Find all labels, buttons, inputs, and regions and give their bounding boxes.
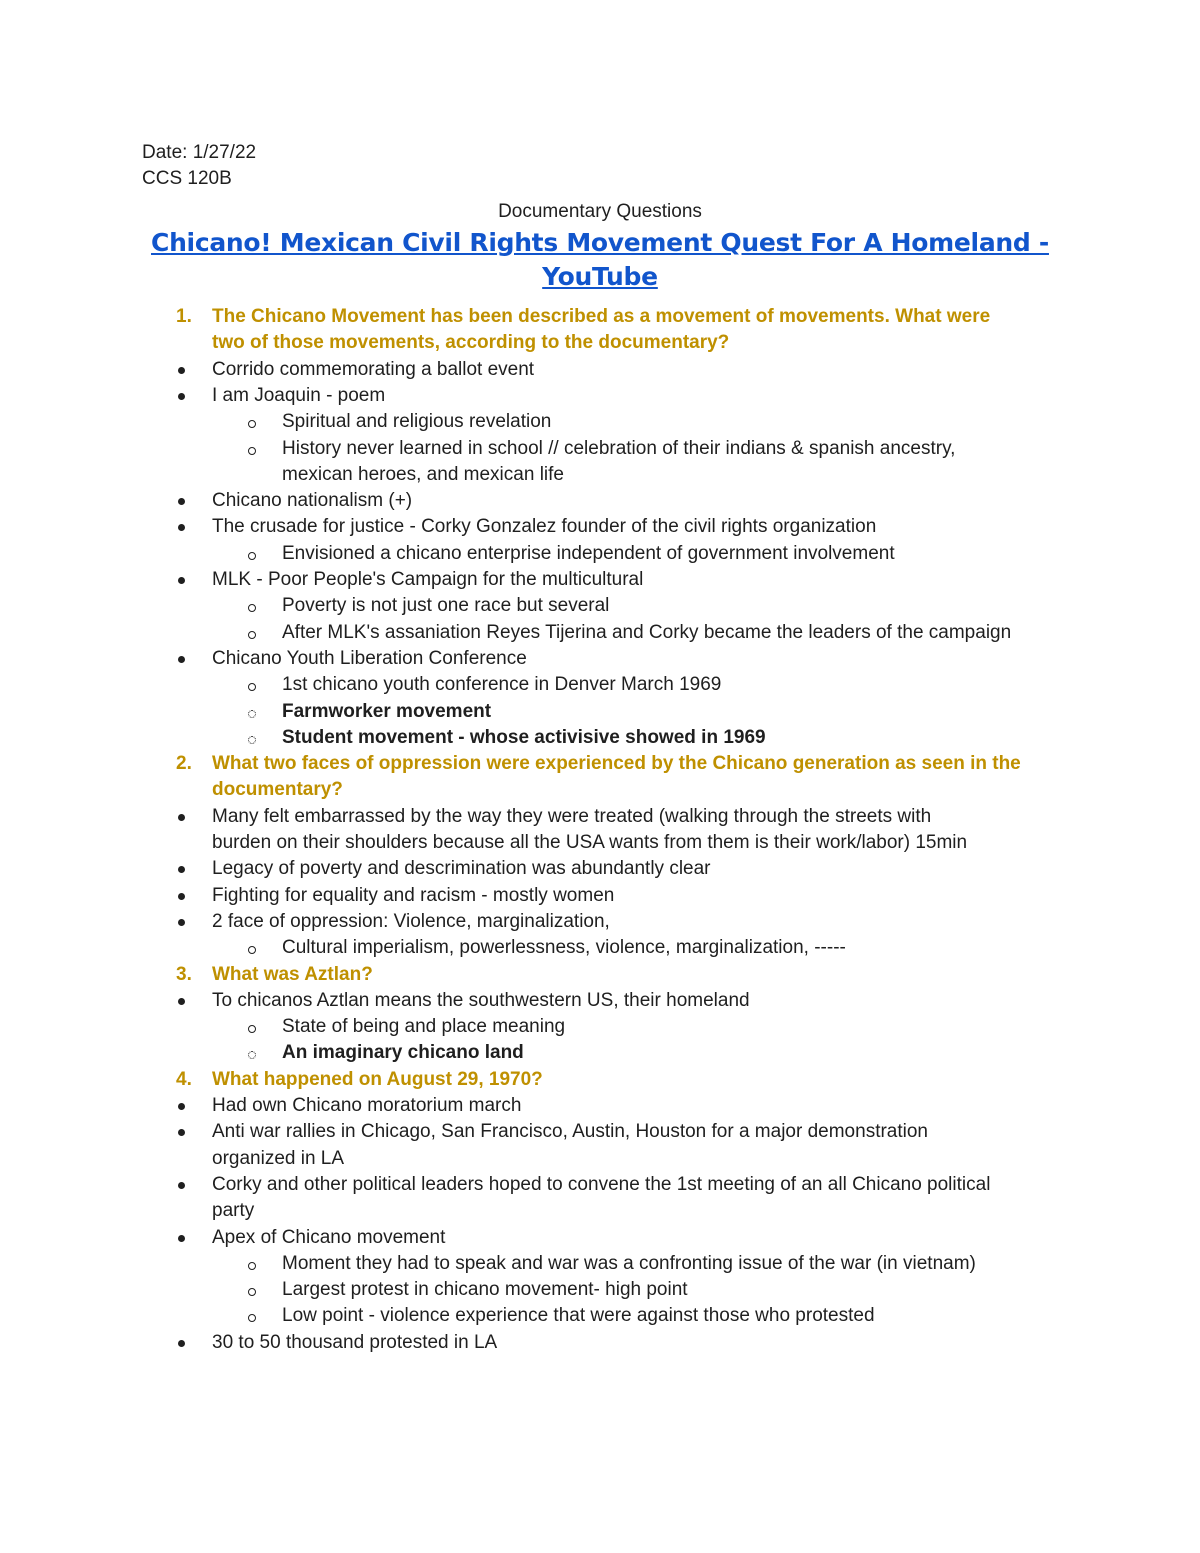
sub-bullet-item xyxy=(142,593,609,620)
bullet-item xyxy=(142,1225,445,1252)
sub-bullet-item xyxy=(142,672,721,699)
youtube-title-link[interactable] xyxy=(100,226,1100,294)
bullet-circle-icon xyxy=(248,1314,256,1322)
bullet-disc-icon xyxy=(178,1129,185,1136)
bullet-circle-icon xyxy=(248,1051,256,1059)
bullet-item xyxy=(142,883,614,910)
bullet-circle-icon xyxy=(248,447,256,455)
bullet-text: Apex of Chicano movement xyxy=(212,1226,446,1248)
sub-bullet-item xyxy=(142,541,895,568)
sub-bullet-text: mexican heroes, and mexican life xyxy=(282,463,564,485)
bullet-circle-icon xyxy=(248,552,256,560)
question-number: 4. xyxy=(176,1068,192,1090)
bullet-disc-icon xyxy=(178,656,185,663)
question-continuation xyxy=(142,330,729,357)
bullet-text: To chicanos Aztlan means the southwestern US, their homeland xyxy=(212,989,750,1011)
bullet-text: Many felt embarrassed by the way they were treated (walking through the streets with xyxy=(212,805,932,827)
bullet-text: Chicano Youth Liberation Conference xyxy=(212,647,527,669)
bullet-disc-icon xyxy=(178,577,185,584)
bullet-item xyxy=(142,1330,497,1357)
sub-bullet-item xyxy=(142,725,766,752)
course-line: CCS 120B xyxy=(142,168,232,189)
sub-bullet-text: Envisioned a chicano enterprise independent of government involvement xyxy=(282,542,895,564)
question-text: documentary? xyxy=(212,779,343,801)
question-text: The Chicano Movement has been described as a movement of movements. What were xyxy=(212,306,991,327)
bullet-disc-icon xyxy=(178,1182,185,1189)
bullet-item xyxy=(142,856,711,883)
bullet-text: Anti war rallies in Chicago, San Francisco, Austin, Houston for a major demonstration xyxy=(212,1121,928,1143)
bullet-item xyxy=(142,1119,928,1146)
bullet-item xyxy=(142,646,527,673)
sub-bullet-item xyxy=(142,699,491,726)
question-item xyxy=(142,304,990,331)
sub-bullet-item xyxy=(142,620,1011,647)
sub-bullet-text: Farmworker movement xyxy=(282,700,492,722)
question-text: What was Aztlan? xyxy=(212,963,373,985)
bullet-item xyxy=(142,488,412,515)
bullet-text: party xyxy=(212,1200,255,1222)
bullet-text: Fighting for equality and racism - mostly women xyxy=(212,884,615,906)
question-item xyxy=(142,751,1021,778)
bullet-circle-icon xyxy=(248,420,256,428)
bullet-text: 2 face of oppression: Violence, marginalization, xyxy=(212,910,610,932)
bullet-disc-icon xyxy=(178,1235,185,1242)
bullet-text: Legacy of poverty and descrimination was abundantly clear xyxy=(212,858,711,880)
bullet-disc-icon xyxy=(178,893,185,900)
sub-bullet-item xyxy=(142,1040,524,1067)
sub-bullet-item xyxy=(142,1014,565,1041)
bullet-item xyxy=(142,988,750,1015)
question-item xyxy=(142,962,373,989)
bullet-item xyxy=(142,357,534,384)
bullet-text: Chicano nationalism (+) xyxy=(212,490,413,512)
bullet-disc-icon xyxy=(178,866,185,873)
sub-bullet-item xyxy=(142,409,551,436)
sub-bullet-item xyxy=(142,1303,875,1330)
bullet-disc-icon xyxy=(178,919,185,926)
bullet-disc-icon xyxy=(178,1340,185,1347)
bullet-text: burden on their shoulders because all the USA wants from them is their work/labor) 15min xyxy=(212,832,968,853)
bullet-text: Had own Chicano moratorium march xyxy=(212,1095,522,1116)
bullet-text: Corky and other political leaders hoped to convene the 1st meeting of an all Chicano political xyxy=(212,1173,991,1195)
sub-bullet-text: 1st chicano youth conference in Denver March 1969 xyxy=(282,674,722,696)
question-number: 2. xyxy=(176,753,192,775)
sub-bullet-text: History never learned in school // celebration of their indians & spanish ancestry, xyxy=(282,437,956,459)
bullet-continuation xyxy=(142,830,967,857)
bullet-text: I am Joaquin - poem xyxy=(212,384,386,406)
sub-bullet-text: An imaginary chicano land xyxy=(282,1042,524,1064)
title-link-line-1[interactable]: Chicano! Mexican Civil Rights Movement Quest For A Homeland - xyxy=(151,228,1049,257)
sub-bullet-text: Low point - violence experience that were against those who protested xyxy=(282,1305,875,1327)
bullet-disc-icon xyxy=(178,393,185,400)
bullet-circle-icon xyxy=(248,1288,256,1296)
sub-bullet-item xyxy=(142,436,955,463)
bullet-disc-icon xyxy=(178,367,185,374)
bullet-text: Corrido commemorating a ballot event xyxy=(212,358,535,380)
bullet-item xyxy=(142,909,610,936)
sub-bullet-item xyxy=(142,1251,976,1278)
bullet-item xyxy=(142,1172,990,1199)
sub-bullet-text: Cultural imperialism, powerlessness, violence, marginalization, ----- xyxy=(282,937,846,959)
sub-bullet-continuation xyxy=(142,462,564,489)
sub-bullet-item xyxy=(142,935,846,962)
bullet-disc-icon xyxy=(178,498,185,505)
bullet-text: organized in LA xyxy=(212,1147,345,1169)
date-line: Date: 1/27/22 xyxy=(142,142,257,163)
bullet-text: 30 to 50 thousand protested in LA xyxy=(212,1331,498,1353)
sub-bullet-text: State of being and place meaning xyxy=(282,1016,566,1038)
bullet-disc-icon xyxy=(178,524,185,531)
bullet-circle-icon xyxy=(248,604,256,612)
bullet-item xyxy=(142,514,876,541)
sub-bullet-text: Spiritual and religious revelation xyxy=(282,411,552,433)
bullet-disc-icon xyxy=(178,814,185,821)
sub-bullet-text: After MLK's assaniation Reyes Tijerina and Corky became the leaders of the campaign xyxy=(282,621,1012,643)
question-item xyxy=(142,1067,543,1094)
question-text: What happened on August 29, 1970? xyxy=(212,1068,543,1090)
bullet-continuation xyxy=(142,1146,344,1173)
bullet-disc-icon xyxy=(178,1103,185,1110)
bullet-circle-icon xyxy=(248,946,256,954)
title-link-line-2[interactable]: YouTube xyxy=(542,262,658,291)
sub-bullet-text: Largest protest in chicano movement- high point xyxy=(282,1279,688,1301)
bullet-circle-icon xyxy=(248,683,256,691)
question-text: What two faces of oppression were experienced by the Chicano generation as seen in the xyxy=(212,753,1021,775)
bullet-circle-icon xyxy=(248,1025,256,1033)
bullet-disc-icon xyxy=(178,998,185,1005)
bullet-item xyxy=(142,1093,521,1120)
question-number: 3. xyxy=(176,963,192,985)
bullet-item xyxy=(142,567,643,594)
bullet-item xyxy=(142,804,931,831)
bullet-continuation xyxy=(142,1198,254,1225)
sub-bullet-text: Poverty is not just one race but several xyxy=(282,595,610,617)
bullet-circle-icon xyxy=(248,710,256,718)
bullet-circle-icon xyxy=(248,631,256,639)
bullet-circle-icon xyxy=(248,736,256,744)
question-number: 1. xyxy=(176,306,192,327)
bullet-circle-icon xyxy=(248,1262,256,1270)
bullet-text: MLK - Poor People's Campaign for the multicultural xyxy=(212,569,644,590)
question-text: two of those movements, according to the documentary? xyxy=(212,332,730,354)
question-continuation xyxy=(142,777,343,804)
bullet-text: The crusade for justice - Corky Gonzalez founder of the civil rights organization xyxy=(212,516,877,538)
sub-bullet-text: Student movement - whose activisive showed in 1969 xyxy=(282,726,766,748)
sub-bullet-item xyxy=(142,1277,688,1304)
document-subtitle: Documentary Questions xyxy=(498,201,702,222)
bullet-item xyxy=(142,383,385,410)
sub-bullet-text: Moment they had to speak and war was a confronting issue of the war (in vietnam) xyxy=(282,1252,976,1274)
